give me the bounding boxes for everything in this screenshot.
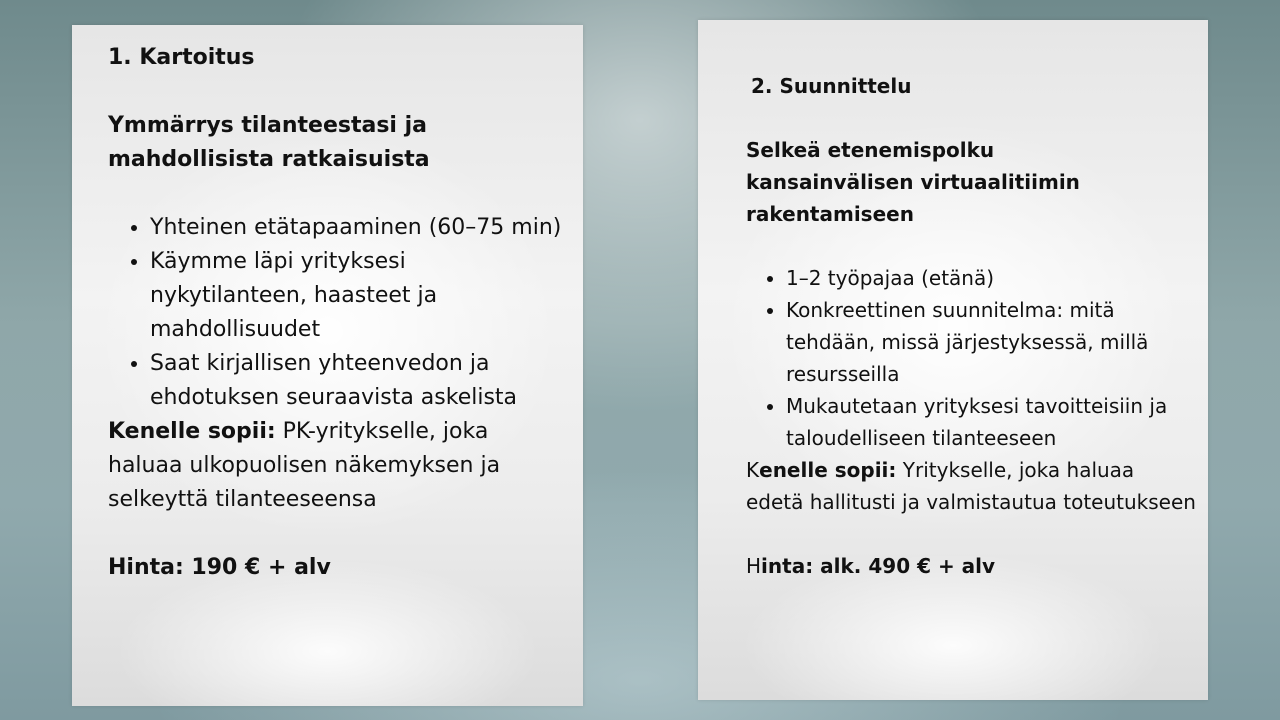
card-headline — [108, 109, 568, 177]
list-item: • Mukautetaan yrityksesi tavoitteisiin ja taloudelliseen tilanteeseen — [786, 390, 1196, 454]
service-card-suunnittelu — [698, 20, 1208, 700]
step-title: 2. Suunnittelu — [751, 74, 912, 98]
list-item: • Konkreettinen suunnitelma: mitä tehdään, missä järjestyksessä, millä resursseilla — [786, 294, 1196, 390]
feature-list — [108, 211, 568, 415]
card-headline — [746, 134, 1196, 230]
target-audience-label-initial: K — [746, 458, 760, 482]
target-audience-label: enelle sopii: — [759, 458, 897, 482]
price: Hinta: 190 € + alv — [108, 555, 331, 580]
service-card-kartoitus — [72, 25, 583, 706]
headline-line: mahdollisista ratkaisuista — [108, 147, 430, 172]
target-audience-text: PK-yritykselle, joka haluaa ulkopuolisen näkemyksen ja selkeyttä tilanteeseensa — [108, 419, 501, 512]
list-item: • Saat kirjallisen yhteenvedon ja ehdotuksen seuraavista askelista — [150, 347, 568, 415]
card-content — [746, 70, 1196, 582]
headline-line: Selkeä etenemispolku — [746, 138, 995, 162]
headline-line: kansainvälisen virtuaalitiimin — [746, 170, 1080, 194]
headline-line: rakentamiseen — [746, 202, 914, 226]
target-audience — [108, 415, 568, 517]
list-item: • Yhteinen etätapaaminen (60–75 min) — [150, 211, 568, 245]
price-initial: H — [746, 554, 762, 578]
card-content — [108, 41, 568, 585]
target-audience — [746, 454, 1196, 518]
list-item: • Käymme läpi yrityksesi nykytilanteen, haasteet ja mahdollisuudet — [150, 245, 568, 347]
list-item: • 1–2 työpajaa (etänä) — [786, 262, 1196, 294]
step-title: 1. Kartoitus — [108, 45, 255, 70]
headline-line: Ymmärrys tilanteestasi ja — [108, 113, 428, 138]
target-audience-text: Yritykselle, joka haluaa edetä hallitusti ja valmistautua toteutukseen — [746, 458, 1196, 514]
price-value: inta: alk. 490 € + alv — [761, 554, 996, 578]
target-audience-label: Kenelle sopii: — [108, 419, 276, 444]
price — [746, 550, 1196, 582]
feature-list — [746, 262, 1196, 454]
